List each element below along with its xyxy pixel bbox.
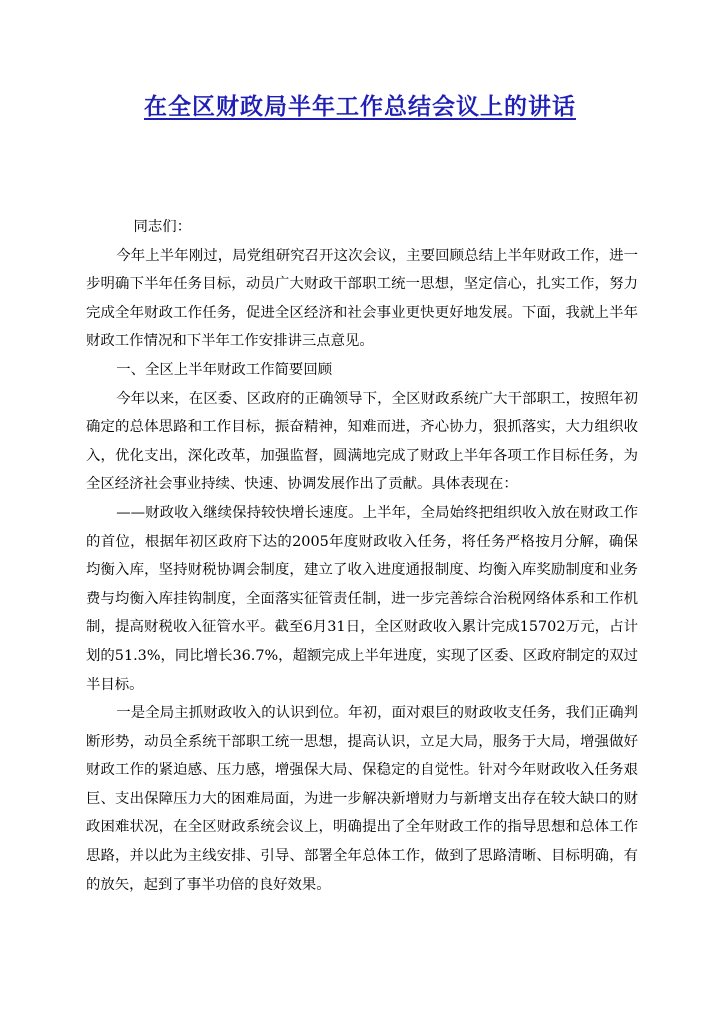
document-body <box>86 213 638 899</box>
paragraph-overview: 今年以来，在区委、区政府的正确领导下，全区财政系统广大干部职工，按照年初确定的总体思路和工作目标，振奋精神，知难而进，齐心协力，狠抓落实，大力组织收入，优化支出，深化改革，加强监督，圆满地完成了财政上半年各项工作目标任务，为全区经济社会事业持续、快速、协调发展作出了贡献。具体表现在： <box>86 390 638 493</box>
section-heading: 一、全区上半年财政工作简要回顾 <box>116 361 333 378</box>
paragraph-revenue-growth: ——财政收入继续保持较快增长速度。上半年，全局始终把组织收入放在财政工作的首位，根据年初区政府下达的2005年度财政收入任务，将任务严格按月分解，确保均衡入库，坚持财税协调会制度，建立了收入进度通报制度、均衡入库奖励制度和业务费与均衡入库挂钩制度，全面落实征管责任制，进一步完善综合治税网络体系和工作机制，提高财税收入征管水平。截至6月31日，全区财政收入累计完成15702万元，占计划的51.3%，同比增长36.7%，超额完成上半年进度，实现了区委、区政府制定的双过半目标。 <box>86 504 638 693</box>
paragraph-intro: 今年上半年刚过，局党组研究召开这次会议，主要回顾总结上半年财政工作，进一步明确下半年任务目标，动员广大财政干部职工统一思想，坚定信心，扎实工作，努力完成全年财政工作任务，促进全区经济和社会事业更快更好地发展。下面，我就上半年财政工作情况和下半年工作安排讲三点意见。 <box>86 247 638 350</box>
salutation: 同志们： <box>133 219 192 235</box>
paragraph-awareness: 一是全局主抓财政收入的认识到位。年初，面对艰巨的财政收支任务，我们正确判断形势，动员全系统干部职工统一思想，提高认识，立足大局，服务于大局，增强做好财政工作的紧迫感、压力感，增强保大局、保稳定的自觉性。针对今年财政收入任务艰巨、支出保障压力大的困难局面，为进一步解决新增财力与新增支出存在较大缺口的财政困难状况，在全区财政系统会议上，明确提出了全年财政工作的指导思想和总体工作思路，并以此为主线安排、引导、部署全年总体工作，做到了思路清晰、目标明确，有的放矢，起到了事半功倍的良好效果。 <box>86 705 638 893</box>
document-title: 在全区财政局半年工作总结会议上的讲话 <box>144 93 576 120</box>
